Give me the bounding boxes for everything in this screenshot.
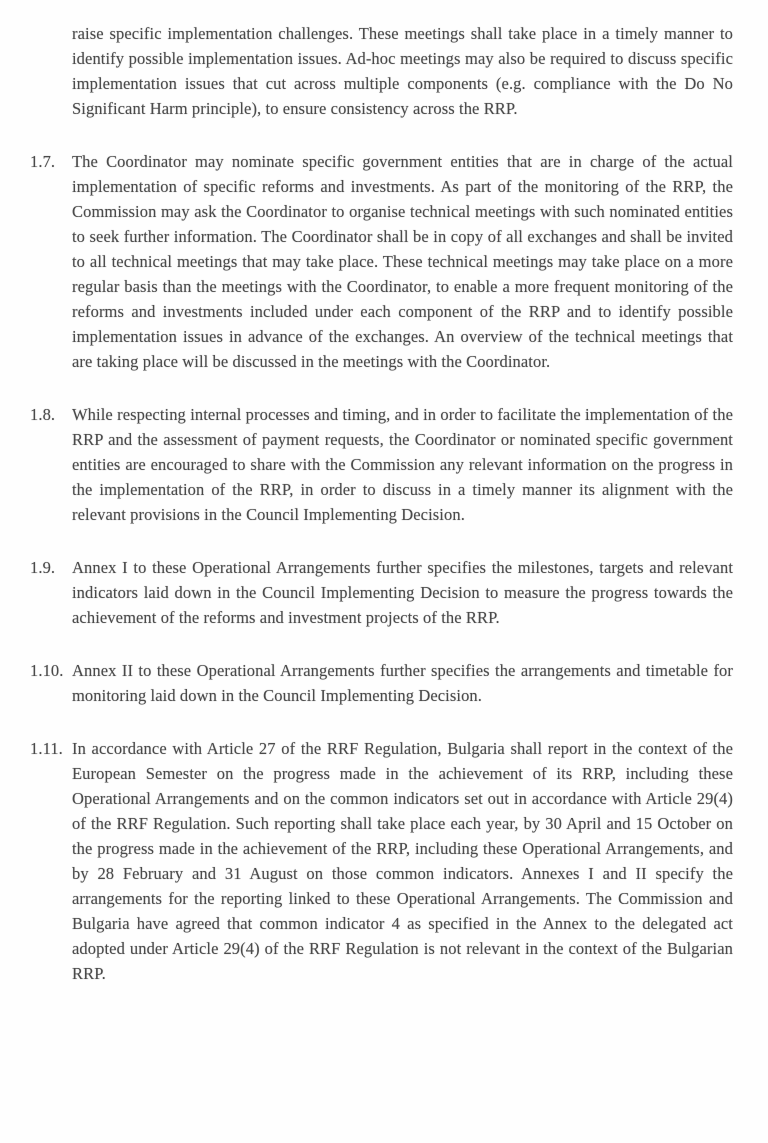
continuation-paragraph [30, 21, 733, 121]
paragraph-text: Annex II to these Operational Arrangements further specifies the arrangements and timetable for monitoring laid down in the Council Implementing Decision. [72, 661, 733, 705]
paragraph-1-9 [30, 555, 733, 630]
paragraph-number: 1.10. [30, 661, 64, 680]
paragraph-number: 1.11. [30, 739, 63, 758]
paragraph-text: While respecting internal processes and timing, and in order to facilitate the implementation of the RRP and the assessment of payment requests, the Coordinator or nominated specific government entities are encouraged to share with the Commission any relevant information on the progress in the implementation of the RRP, in order to discuss in a timely manner its alignment with the relevant provisions in the Council Implementing Decision. [72, 405, 733, 524]
paragraph-number: 1.7. [30, 152, 56, 171]
continuation-paragraph-text: raise specific implementation challenges. These meetings shall take place in a timely manner to identify possible implementation issues. Ad-hoc meetings may also be required to discuss specific implementation issues that cut across multiple components (e.g. compliance with the Do No Significant Harm principle), to ensure consistency across the RRP. [72, 24, 733, 118]
paragraph-text: The Coordinator may nominate specific government entities that are in charge of the actual implementation of specific reforms and investments. As part of the monitoring of the RRP, the Commission may ask the Coordinator to organise technical meetings with such nominated entities to seek further information. The Coordinator shall be in copy of all exchanges and shall be invited to all technical meetings that may take place. These technical meetings may take place on a more regular basis than the meetings with the Coordinator, to enable a more frequent monitoring of the reforms and investments included under each component of the RRP and to identify possible implementation issues in advance of the exchanges. An overview of the technical meetings that are taking place will be discussed in the meetings with the Coordinator. [72, 152, 733, 371]
paragraph-number: 1.8. [30, 405, 56, 424]
paragraph-1-8 [30, 402, 733, 527]
paragraph-1-11 [30, 736, 733, 986]
paragraph-text: Annex I to these Operational Arrangements further specifies the milestones, targets and relevant indicators laid down in the Council Implementing Decision to measure the progress towards the achievement of the reforms and investment projects of the RRP. [72, 558, 733, 627]
paragraph-1-10 [30, 658, 733, 708]
paragraph-1-7 [30, 149, 733, 374]
paragraph-number: 1.9. [30, 558, 56, 577]
paragraph-text: In accordance with Article 27 of the RRF Regulation, Bulgaria shall report in the context of the European Semester on the progress made in the achievement of its RRP, including these Operational Arrangements and on the common indicators set out in accordance with Article 29(4) of the RRF Regulation. Such reporting shall take place each year, by 30 April and 15 October on the progress made in the achievement of the RRP, including these Operational Arrangements, and by 28 February and 31 August on those common indicators. Annexes I and II specify the arrangements for the reporting linked to these Operational Arrangements. The Commission and Bulgaria have agreed that common indicator 4 as specified in the Annex to the delegated act adopted under Article 29(4) of the RRF Regulation is not relevant in the context of the Bulgarian RRP. [72, 739, 733, 983]
